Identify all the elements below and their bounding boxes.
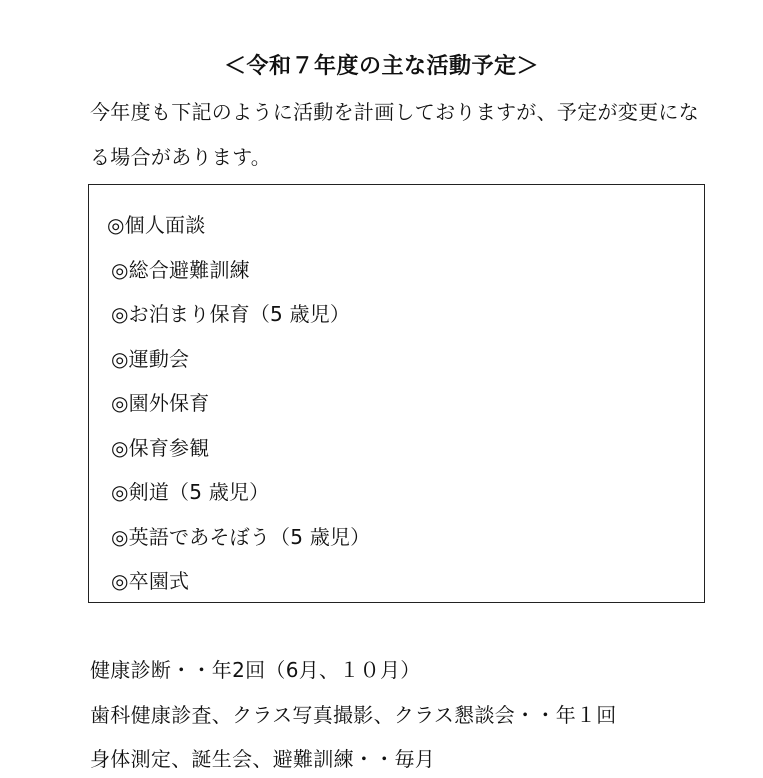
- activity-item-evacuation-drill: ◎総合避難訓練: [111, 258, 250, 282]
- activity-item-kendo: ◎剣道（5 歳児）: [111, 480, 270, 504]
- activity-item-individual-interview: ◎個人面談: [107, 213, 206, 237]
- activity-item-overnight-care: ◎お泊まり保育（5 歳児）: [111, 302, 351, 326]
- activity-item-graduation: ◎卒園式: [111, 569, 190, 593]
- page-title: ＜令和７年度の主な活動予定＞: [223, 54, 539, 79]
- activity-item-english-play: ◎英語であそぼう（5 歳児）: [111, 525, 371, 549]
- activity-item-sports-day: ◎運動会: [111, 347, 190, 371]
- schedule-dental-and-events: 歯科健康診査、クラス写真撮影、クラス懇談会・・年１回: [90, 703, 617, 727]
- schedule-monthly-events: 身体測定、誕生会、避難訓練・・毎月: [90, 747, 436, 771]
- intro-text-line-1: 今年度も下記のように活動を計画しておりますが、予定が変更にな: [90, 100, 699, 124]
- intro-text-line-2: る場合があります。: [90, 145, 272, 169]
- activity-item-parent-observation: ◎保育参観: [111, 436, 210, 460]
- schedule-health-checkup: 健康診断・・年2回（6月、１０月）: [90, 658, 421, 682]
- activity-list-box: [88, 184, 705, 603]
- activity-item-outdoor-care: ◎園外保育: [111, 391, 210, 415]
